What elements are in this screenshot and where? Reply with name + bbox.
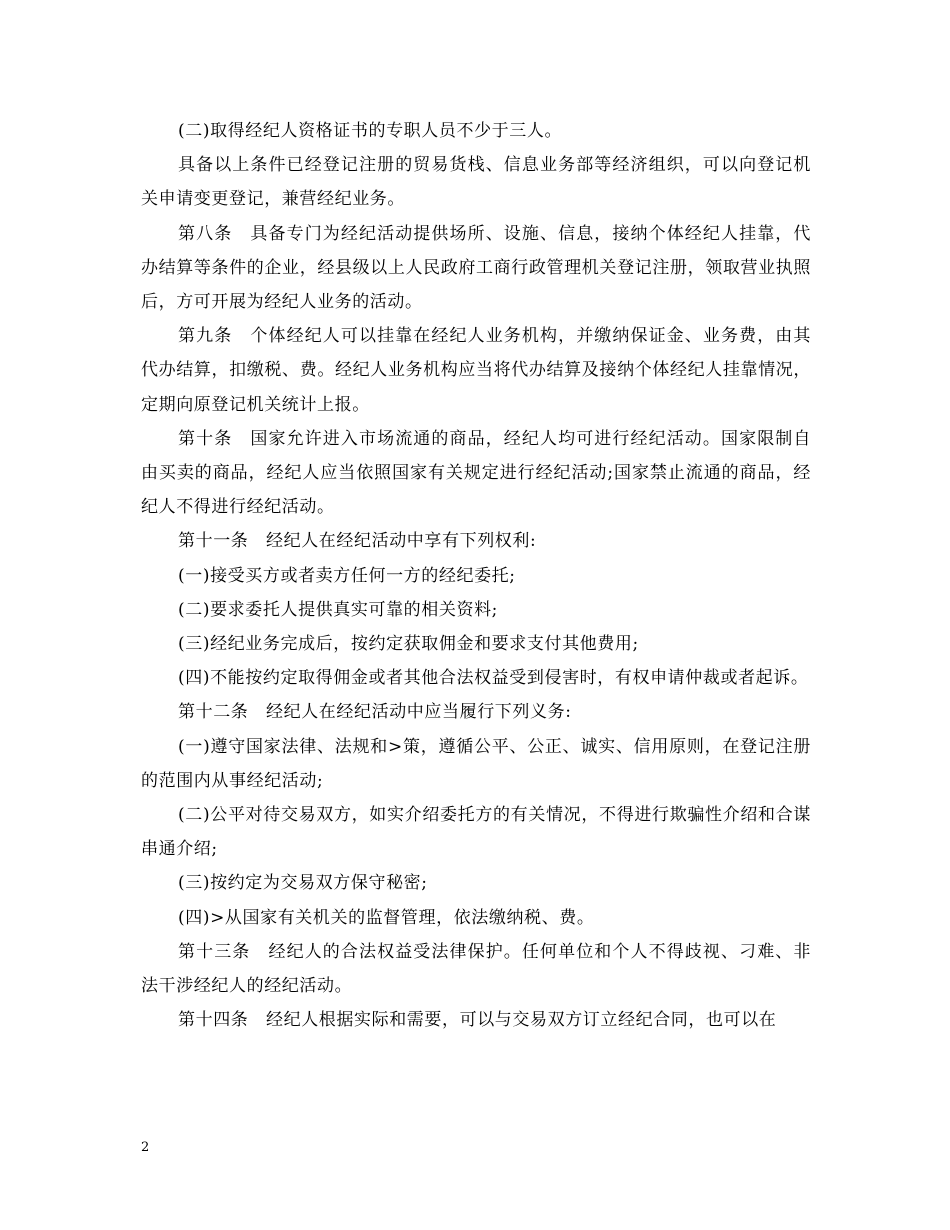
article-12-paragraph: 第十二条 经纪人在经纪活动中应当履行下列义务: xyxy=(178,702,572,723)
article-9-paragraph: 第九条 个体经纪人可以挂靠在经纪人业务机构，并缴纳保证金、业务费，由其代办结算，扣缴税、费。经纪人业务机构应当将代办结算及接纳个体经纪人挂靠情况，定期向原登记机关统计上报。 xyxy=(141,326,811,415)
document-body xyxy=(141,114,811,1037)
list-item: (三)按约定为交易双方保守秘密; xyxy=(178,873,428,894)
list-item: (一)遵守国家法律、法规和>策，遵循公平、公正、诚实、信用原则，在登记注册的范围内从事经纪活动; xyxy=(141,736,811,791)
page-number: 2 xyxy=(141,1140,150,1155)
list-item: (二)要求委托人提供真实可靠的相关资料; xyxy=(178,599,498,620)
article-11-paragraph: 第十一条 经纪人在经纪活动中享有下列权利: xyxy=(178,531,537,552)
paragraph: 具备以上条件已经登记注册的贸易货栈、信息业务部等经济组织，可以向登记机关申请变更登记，兼营经纪业务。 xyxy=(141,155,811,210)
list-item: (三)经纪业务完成后，按约定获取佣金和要求支付其他费用; xyxy=(178,634,639,655)
article-10-paragraph: 第十条 国家允许进入市场流通的商品，经纪人均可进行经纪活动。国家限制自由买卖的商品，经纪人应当依照国家有关规定进行经纪活动;国家禁止流通的商品，经纪人不得进行经纪活动。 xyxy=(141,428,811,518)
list-item: (四)>从国家有关机关的监督管理，依法缴纳税、费。 xyxy=(178,907,595,928)
article-14-paragraph: 第十四条 经纪人根据实际和需要，可以与交易双方订立经纪合同，也可以在 xyxy=(178,1010,777,1031)
list-item: (二)公平对待交易双方，如实介绍委托方的有关情况，不得进行欺骗性介绍和合谋串通介绍; xyxy=(141,805,811,860)
list-item: (四)不能按约定取得佣金或者其他合法权益受到侵害时，有权申请仲裁或者起诉。 xyxy=(178,668,809,689)
list-item: (一)接受买方或者卖方任何一方的经纪委托; xyxy=(178,565,516,586)
paragraph: (二)取得经纪人资格证书的专职人员不少于三人。 xyxy=(178,121,563,141)
article-8-paragraph: 第八条 具备专门为经纪活动提供场所、设施、信息，接纳个体经纪人挂靠，代办结算等条件的企业，经县级以上人民政府工商行政管理机关登记注册，领取营业执照后，方可开展为经纪人业务的活动。 xyxy=(141,223,811,313)
article-13-paragraph: 第十三条 经纪人的合法权益受法律保护。任何单位和个人不得歧视、刁难、非法干涉经纪人的经纪活动。 xyxy=(141,941,811,997)
